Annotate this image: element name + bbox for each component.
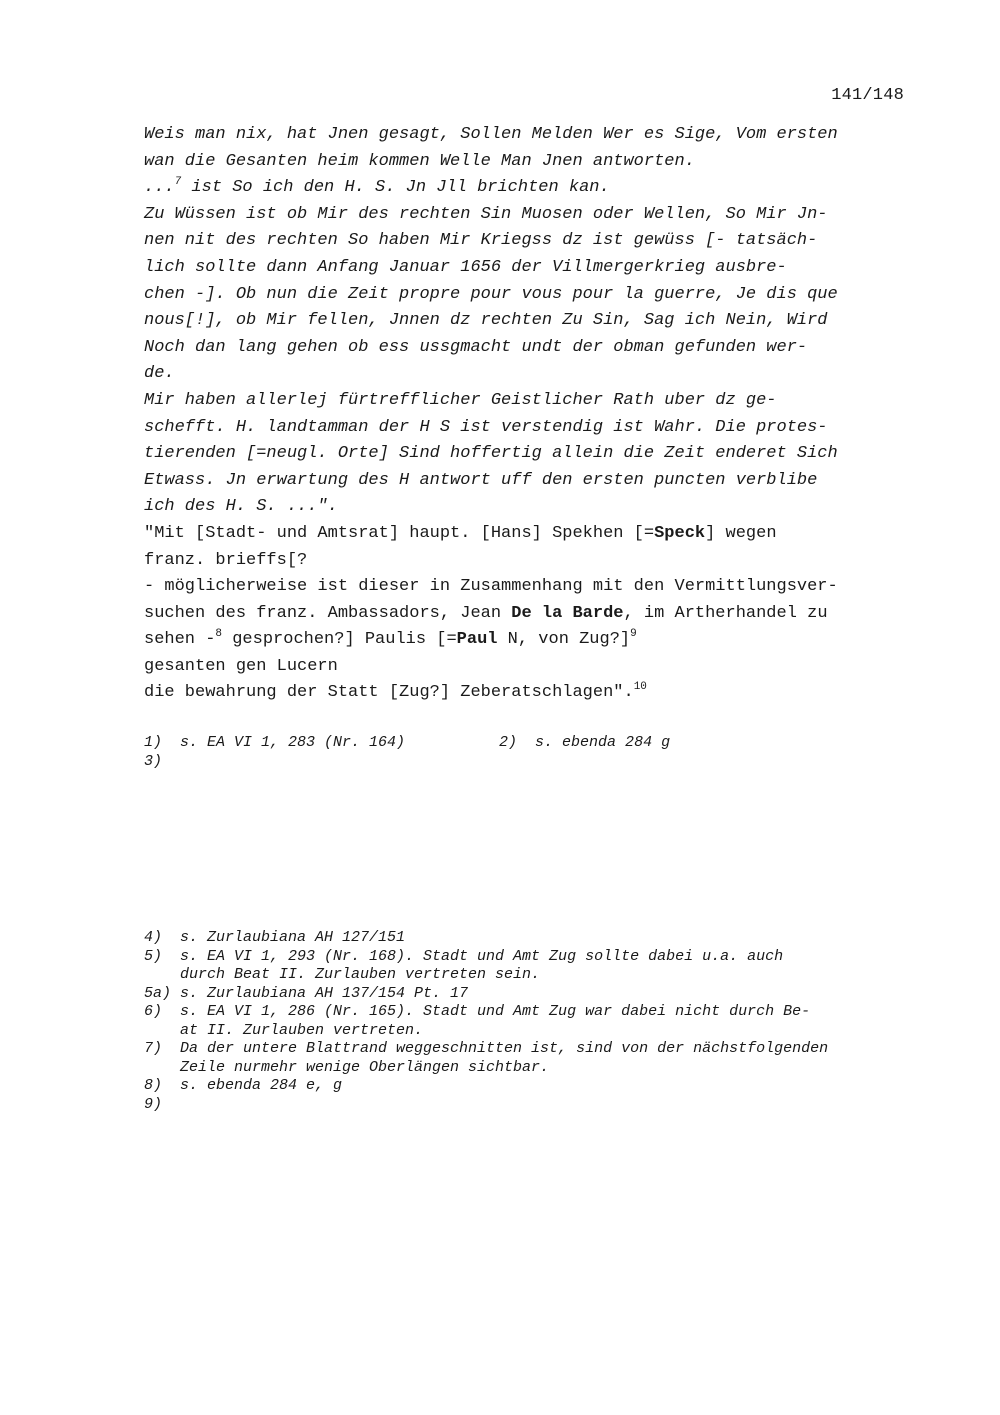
footnote-number: 7): [144, 1040, 163, 1057]
text-line: chen -]. Ob nun die Zeit propre pour vous pour la guerre, Je dis que: [144, 284, 838, 304]
text-line: nen nit des rechten So haben Mir Kriegss dz ist gewüss [- tatsäch-: [144, 231, 818, 251]
text-line: sehen -$^8$ gesprochen?] Paulis [=Paul N, von Zug?]$^9$: [144, 628, 637, 650]
footnote-ref: 7: [174, 176, 182, 189]
footnote-number: 2): [499, 734, 518, 751]
footnote-row: [144, 1059, 924, 1078]
footnote-number: 5): [144, 947, 163, 965]
footnote-text: s. EA VI 1, 293 (Nr. 168). Stadt und Amt Zug sollte dabei u.a. auch: [180, 947, 784, 965]
text-line: lich sollte dann Anfang Januar 1656 der Villmergerkrieg ausbre-: [144, 257, 787, 277]
footnote-row: [144, 1096, 924, 1115]
footnote-row: [144, 966, 924, 985]
footnote-text: s. ebenda 284 e, g: [180, 1077, 343, 1094]
footnotes-top: [144, 734, 924, 771]
footnote-text: s. Zurlaubiana AH 127/151: [180, 929, 406, 946]
footnote-row: [144, 985, 924, 1004]
name-highlight: Speck: [654, 523, 706, 543]
text-line: Mir haben allerlej fürtrefflicher Geistlicher Rath uber dz ge-: [144, 390, 777, 410]
text-line: nous[!], ob Mir fellen, Jnnen dz rechten Zu Sin, Sag ich Nein, Wird: [144, 311, 828, 331]
footnote-row: [144, 1022, 924, 1041]
text-line: schefft. H. landtamman der H S ist verstendig ist Wahr. Die protes-: [144, 417, 828, 437]
text-line: gesanten gen Lucern: [144, 656, 338, 676]
name-highlight: Paul: [456, 630, 498, 650]
text-line: Weis man nix, hat Jnen gesagt, Sollen Melden Wer es Sige, Vom ersten: [144, 125, 838, 144]
footnote-text: s. Zurlaubiana AH 137/154 Pt. 17: [180, 984, 469, 1002]
footnote-number: 3): [144, 752, 163, 770]
footnote-ref: 9: [630, 628, 637, 641]
text-line: ...$^7$ ist So ich den H. S. Jn Jll brichten kan.: [144, 176, 610, 198]
main-text: [144, 122, 914, 707]
footnote-number: [144, 966, 180, 985]
text-line: suchen des franz. Ambassadors, Jean De la Barde, im Artherhandel zu: [144, 603, 828, 623]
footnote-number: 6): [144, 1003, 163, 1020]
text-line: die bewahrung der Statt [Zug?] Zeberatschlagen".$^{10}$: [144, 681, 647, 703]
text-line: tierenden [=neugl. Orte] Sind hoffertig allein die Zeit enderet Sich: [144, 444, 838, 464]
footnote-row: [144, 929, 924, 948]
text-line: "Mit [Stadt- und Amtsrat] haupt. [Hans] Spekhen [=Speck] wegen: [144, 523, 777, 543]
text-line: Noch dan lang gehen ob ess ussgmacht undt der obman gefunden wer-: [144, 337, 808, 357]
footnote-number: 8): [144, 1077, 163, 1094]
text-line: Etwass. Jn erwartung des H antwort uff den ersten puncten verblibe: [144, 470, 818, 490]
footnote-text: s. EA VI 1, 283 (Nr. 164): [180, 734, 406, 751]
footnote-ref: 8: [215, 628, 223, 641]
footnote-row: [144, 1040, 924, 1059]
footnote-ref: 10: [633, 681, 647, 694]
text-line: wan die Gesanten heim kommen Welle Man Jnen antworten.: [144, 151, 695, 171]
footnote-number: [144, 1059, 180, 1078]
name-highlight: De la Barde: [511, 603, 624, 623]
footnotes-bottom: [144, 929, 924, 1114]
footnote-row: [144, 753, 924, 772]
footnote-number: [144, 1022, 180, 1041]
page-number: 141/148: [831, 86, 904, 105]
footnote-text: s. EA VI 1, 286 (Nr. 165). Stadt und Amt Zug war dabei nicht durch Be-: [180, 1003, 811, 1020]
footnote-text: Da der untere Blattrand weggeschnitten ist, sind von der nächstfolgenden: [180, 1040, 829, 1057]
footnote-row: [144, 734, 924, 753]
text-line: Zu Wüssen ist ob Mir des rechten Sin Muosen oder Wellen, So Mir Jn-: [144, 204, 828, 224]
footnote-number: 9): [144, 1095, 163, 1113]
footnote-row: [144, 1003, 924, 1022]
footnote-number: 5a): [144, 984, 172, 1002]
footnote-text: Zeile nurmehr wenige Oberlängen sichtbar.: [180, 1058, 550, 1076]
text-line: de.: [144, 364, 175, 384]
text-line: franz. brieffs[?: [144, 550, 308, 570]
footnote-text: at II. Zurlauben vertreten.: [180, 1021, 424, 1039]
text-line: ich des H. S. ...".: [144, 497, 338, 517]
footnote-row: [144, 1077, 924, 1096]
text-line: - möglicherweise ist dieser in Zusammenhang mit den Vermittlungsver-: [144, 577, 838, 597]
footnote-text: s. ebenda 284 g: [535, 734, 671, 751]
footnote-text: durch Beat II. Zurlauben vertreten sein.: [180, 966, 541, 983]
footnote-number: 1): [144, 734, 163, 751]
footnote-number: 4): [144, 929, 163, 946]
footnote-row: [144, 948, 924, 967]
